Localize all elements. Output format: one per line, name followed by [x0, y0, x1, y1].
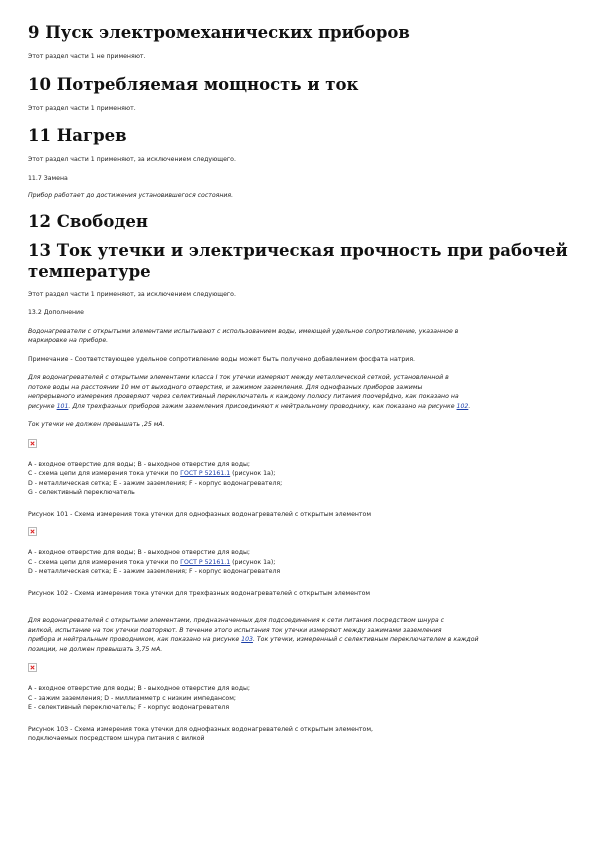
broken-image-icon [28, 439, 37, 448]
text-run: . Для трехфазных приборов зажим заземления присоединяют к нейтральному проводнику, как показано на рисунке [68, 402, 457, 410]
text-run: С - схема цепи для измерения тока утечки по [28, 558, 181, 566]
figure-102-legend [28, 548, 568, 577]
legend-line: D - металлическая сетка; Е - зажим заземления; F - корпус водонагревателя; [28, 479, 283, 487]
paragraph-line: непрерывного измерения проверяют через селективный переключатель к каждому полюсу питания поочерёдно, как показано на [28, 393, 459, 400]
legend-line [28, 558, 568, 568]
broken-image-icon [28, 663, 37, 672]
clause-11-7-body: Прибор работает до достижения установившегося состояния. [28, 192, 234, 199]
section-9-heading: 9 Пуск электромеханических приборов [28, 23, 410, 42]
text-run: (рисунок 1а); [230, 470, 276, 477]
paragraph-class-one [28, 373, 568, 411]
text-run: . Ток утечки, измеренный с селективным переключателем в каждой [252, 636, 479, 643]
leakage-limit-text: Ток утечки не должен превышать ,25 мА. [28, 421, 165, 428]
paragraph-line [28, 402, 568, 412]
section-13-heading-line2: температуре [28, 261, 151, 281]
clause-13-2: 13.2 Дополнение [28, 309, 84, 316]
figure-102-caption: Рисунок 102 - Схема измерения тока утечки для трехфазных водонагревателей с открытым элементом [28, 589, 371, 597]
gost-link[interactable]: ГОСТ Р 52161.1 [180, 470, 231, 477]
text-run: прибора и нейтральным проводником, как показано на рисунке [28, 636, 242, 643]
legend-line: А - входное отверстие для воды; В - выходное отверстие для воды; [28, 460, 250, 468]
legend-line: А - входное отверстие для воды; В - выходное отверстие для воды; [28, 549, 250, 556]
figure-101-link[interactable]: 101 [56, 402, 69, 410]
figure-102-link[interactable]: 102 [456, 402, 469, 410]
paragraph-line: Водонагреватели с открытыми элементами испытывают с использованием воды, имеющей удельное сопротивление, указанное в [28, 327, 459, 335]
caption-line: подключаемых посредством шнура питания с вилкой [28, 735, 205, 742]
section-11-heading: 11 Нагрев [28, 126, 127, 145]
text-run: С - схема цепи для измерения тока утечки по [28, 470, 181, 477]
section-11-text: Этот раздел части 1 применяют, за исключением следующего. [28, 156, 236, 163]
section-9-text: Этот раздел части 1 не применяют. [28, 53, 146, 60]
paragraph-line [28, 635, 568, 645]
legend-line [28, 469, 568, 479]
section-13-text: Этот раздел части 1 применяют, за исключением следующего. [28, 290, 236, 298]
legend-line: А - входное отверстие для воды; В - выходное отверстие для воды; [28, 685, 250, 692]
section-13-heading-line1: 13 Ток утечки и электрическая прочность при рабочей [28, 240, 568, 260]
paragraph-plug-connected [28, 616, 568, 654]
caption-line: Рисунок 103 - Схема измерения тока утечки для однофазных водонагревателей с открытым элементом, [28, 725, 373, 733]
figure-103-caption [28, 725, 568, 744]
figure-103-link[interactable]: 103 [241, 636, 253, 643]
legend-line: Е - селективный переключатель; F - корпус водонагревателя [28, 704, 230, 711]
section-12-heading: 12 Свободен [28, 211, 148, 231]
clause-11-7: 11.7 Замена [28, 174, 68, 182]
legend-line: G - селективный переключатель [28, 489, 135, 496]
document-page [28, 18, 568, 744]
paragraph-line: потоке воды на расстоянии 10 мм от выходного отверстия, и зажимом заземления. Для однофазных приборов зажимы [28, 383, 423, 391]
section-10-text: Этот раздел части 1 применяют. [28, 104, 136, 112]
section-10-heading: 10 Потребляемая мощность и ток [28, 74, 359, 94]
note-paragraph: Примечание - Соответствующее удельное сопротивление воды может быть получено добавлением фосфата натрия. [28, 355, 416, 363]
broken-image-icon [28, 527, 37, 536]
text-run: . [468, 402, 471, 410]
legend-line: С - зажим заземления; D - миллиамметр с низким импедансом; [28, 694, 236, 702]
text-run: рисунке [28, 402, 57, 410]
text-run: (рисунок 1а); [230, 558, 276, 566]
figure-103-legend [28, 684, 568, 713]
paragraph-open-elements [28, 327, 568, 346]
gost-link[interactable]: ГОСТ Р 52161.1 [180, 558, 231, 566]
legend-line: D - металлическая сетка; Е - зажим заземления; F - корпус водонагревателя [28, 568, 281, 575]
paragraph-line: позиции, не должен превышать 3,75 мА. [28, 645, 163, 653]
paragraph-line: вилкой, испытание на ток утечки повторяют. В течение этого испытания ток утечки измеряют между зажимами заземления [28, 626, 442, 634]
paragraph-line: Для водонагревателей с открытыми элементами класса I ток утечки измеряют между металлической сеткой, установленной в [28, 374, 449, 381]
figure-101-caption: Рисунок 101 - Схема измерения тока утечки для однофазных водонагревателей с открытым элементом [28, 510, 371, 518]
section-13-heading [28, 240, 568, 282]
paragraph-line: маркировке на приборе. [28, 337, 109, 344]
paragraph-line: Для водонагревателей с открытыми элементами, предназначенных для подсоединения к сети питания посредством шнура с [28, 617, 445, 624]
figure-101-legend [28, 460, 568, 498]
